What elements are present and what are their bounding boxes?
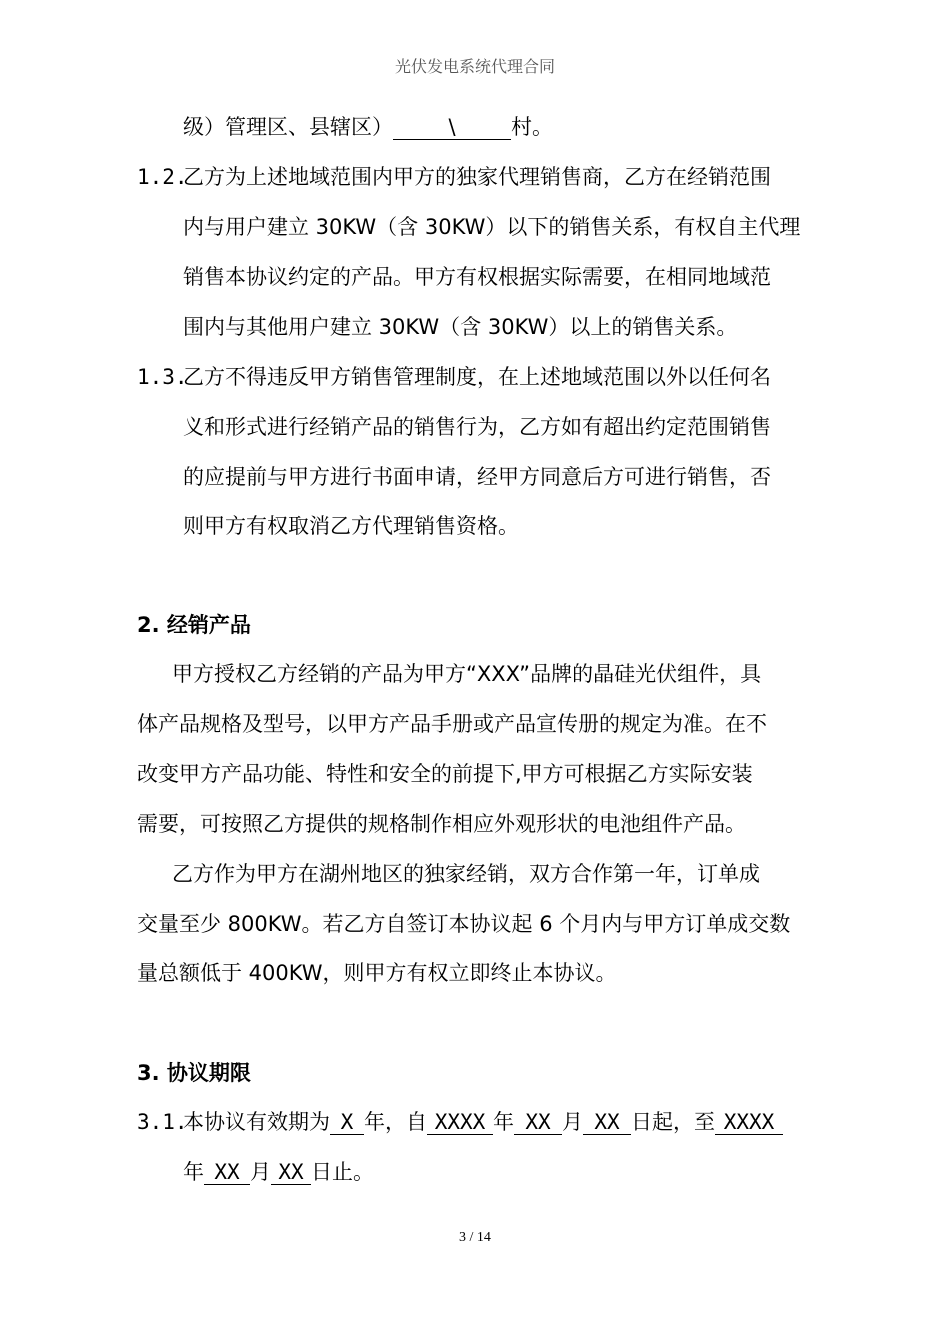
clause-text: 村。 [511, 115, 553, 139]
clause-text: 乙方不得违反甲方销售管理制度，在上述地域范围以外以任何名 [183, 365, 771, 389]
section-heading: 3. 协议期限 [137, 1061, 251, 1085]
term-years-blank: X [330, 1110, 364, 1135]
paragraph-line: 体产品规格及型号，以甲方产品手册或产品宣传册的规定为准。在不 [137, 712, 767, 736]
clause-text: 乙方为上述地域范围内甲方的独家代理销售商，乙方在经销范围 [183, 165, 771, 189]
page-number: 3 / 14 [459, 1230, 491, 1245]
paragraph-line: 改变甲方产品功能、特性和安全的前提下,甲方可根据乙方实际安装 [137, 762, 753, 786]
clause-text: 月 [562, 1110, 583, 1134]
clause-text: 销售本协议约定的产品。甲方有权根据实际需要，在相同地域范 [183, 265, 771, 289]
section-heading: 2. 经销产品 [137, 613, 251, 637]
term-clause-end [183, 1158, 374, 1186]
clause-text: 年 [493, 1110, 514, 1134]
paragraph-line: 甲方授权乙方经销的产品为甲方“XXX”品牌的晶硅光伏组件，具 [172, 662, 762, 686]
paragraph-line: 量总额低于 400KW，则甲方有权立即终止本协议。 [137, 961, 617, 985]
clause-text: 日起，至 [631, 1110, 715, 1134]
clause-text: 月 [250, 1160, 271, 1184]
clause-number: 1.2. [137, 165, 188, 189]
clause-number: 3.1. [137, 1110, 188, 1134]
clause-text: 义和形式进行经销产品的销售行为，乙方如有超出约定范围销售 [183, 415, 771, 439]
clause-text: 级）管理区、县辖区） [183, 115, 393, 139]
clause-text: 内与用户建立 30KW（含 30KW）以下的销售关系，有权自主代理 [183, 215, 801, 239]
clause-text: 年 [183, 1160, 204, 1184]
end-day-blank: XX [271, 1160, 311, 1185]
start-day-blank: XX [583, 1110, 631, 1135]
page-header: 光伏发电系统代理合同 [394, 57, 555, 76]
clause-text: 则甲方有权取消乙方代理销售资格。 [183, 514, 519, 538]
clause-number: 1.3. [137, 365, 188, 389]
paragraph-line: 交量至少 800KW。若乙方自签订本协议起 6 个月内与甲方订单成交数 [137, 912, 791, 936]
clause-text: 的应提前与甲方进行书面申请，经甲方同意后方可进行销售，否 [183, 465, 771, 489]
clause-1-1-tail [183, 113, 553, 141]
start-month-blank: XX [514, 1110, 562, 1135]
clause-text: 本协议有效期为 [183, 1110, 330, 1134]
village-blank: \ [393, 115, 511, 140]
clause-text: 年，自 [364, 1110, 427, 1134]
clause-text: 日止。 [311, 1160, 374, 1184]
clause-text: 围内与其他用户建立 30KW（含 30KW）以上的销售关系。 [183, 315, 738, 339]
paragraph-line: 需要，可按照乙方提供的规格制作相应外观形状的电池组件产品。 [137, 812, 746, 836]
end-month-blank: XX [204, 1160, 250, 1185]
end-year-blank: XXXX [715, 1110, 783, 1135]
start-year-blank: XXXX [427, 1110, 493, 1135]
term-clause [183, 1108, 783, 1136]
paragraph-line: 乙方作为甲方在湖州地区的独家经销，双方合作第一年，订单成 [172, 862, 760, 886]
